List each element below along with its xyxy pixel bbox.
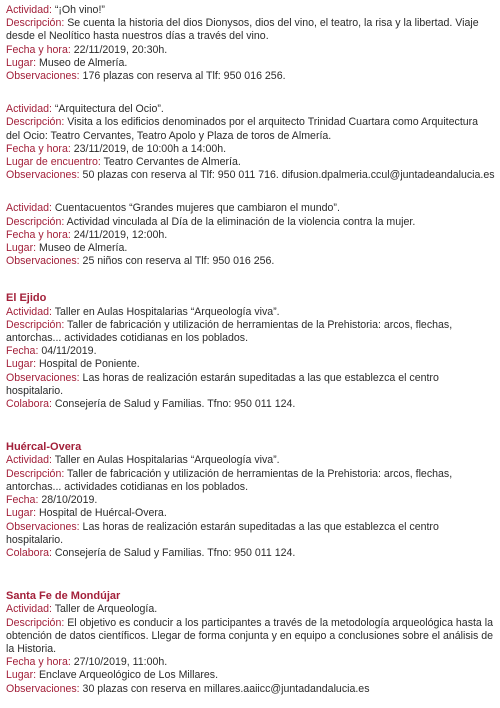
activity-title: “¡Oh vino!” bbox=[51, 4, 105, 16]
activity-entry-arquitectura bbox=[6, 103, 495, 182]
activity-date: 27/10/2019, 11:00h. bbox=[70, 656, 168, 669]
label-fecha-hora: Fecha y hora: bbox=[6, 228, 71, 241]
activity-description: Taller de fabricación y utilización de herramientas de la Prehistoria: arcos, flechas, antorchas... actividades cotidianas en los poblados. bbox=[6, 467, 453, 493]
activity-date: 24/11/2019, 12:00h. bbox=[70, 228, 168, 241]
activity-place: Teatro Cervantes de Almería. bbox=[100, 156, 241, 169]
section-huercal-overa bbox=[6, 441, 495, 560]
activity-description: Se cuenta la historia del dios Dionysos, dios del vino, el teatro, la risa y la libertad. Viaje desde el Neolítico hasta nuestros días a través del vino. bbox=[6, 17, 479, 43]
activity-notes: Las horas de realización estarán supeditadas a las que establezca el centro hospitalario. bbox=[6, 520, 439, 546]
label-descripcion: Descripción: bbox=[6, 318, 65, 331]
label-observaciones: Observaciones: bbox=[6, 70, 80, 83]
town-heading: Santa Fe de Mondújar bbox=[6, 590, 121, 603]
label-fecha: Fecha: bbox=[6, 494, 39, 507]
activity-notes: 50 plazas con reserva al Tlf: 950 011 716. difusion.dpalmeria.ccul@juntadeandalucia.es bbox=[79, 169, 495, 182]
label-actividad: Actividad: bbox=[6, 454, 52, 467]
label-observaciones: Observaciones: bbox=[6, 682, 80, 695]
label-colabora: Colabora: bbox=[6, 546, 52, 559]
label-colabora: Colabora: bbox=[6, 398, 52, 411]
label-descripcion: Descripción: bbox=[6, 17, 65, 30]
label-descripcion: Descripción: bbox=[6, 467, 65, 480]
label-observaciones: Observaciones: bbox=[6, 169, 80, 182]
activity-description: Visita a los edificios denominados por el arquitecto Trinidad Cuartara como Arquitectura del Ocio: Teatro Cervantes, Teatro Apolo y Plaza de toros de Almería. bbox=[6, 116, 479, 142]
activity-title: Taller en Aulas Hospitalarias “Arqueología viva”. bbox=[51, 454, 280, 467]
label-actividad: Actividad: bbox=[6, 202, 52, 215]
activity-notes: 30 plazas con reserva en millares.aaiicc@juntadandalucia.es bbox=[79, 682, 370, 695]
activity-notes: 25 niños con reserva al Tlf: 950 016 256. bbox=[79, 255, 275, 268]
activity-place: Museo de Almería. bbox=[36, 56, 128, 69]
activity-collaborator: Consejería de Salud y Familias. Tfno: 950 011 124. bbox=[51, 398, 296, 411]
town-heading: Huércal-Overa bbox=[6, 441, 82, 454]
label-lugar: Lugar: bbox=[6, 242, 37, 255]
activity-date: 22/11/2019, 20:30h. bbox=[70, 43, 168, 56]
activity-date: 28/10/2019. bbox=[38, 494, 98, 507]
activity-title: Taller de Arqueología. bbox=[51, 603, 158, 616]
label-descripcion: Descripción: bbox=[6, 215, 65, 228]
label-lugar: Lugar: bbox=[6, 669, 37, 682]
label-observaciones: Observaciones: bbox=[6, 371, 80, 384]
activity-description: El objetivo es conducir a los participantes a través de la metodología arqueológica hasta la obtención de datos científicos. Llegar de forma conjunta y en equipo a conclusiones sobre el análisis de la Historia. bbox=[6, 616, 494, 655]
activity-description: Actividad vinculada al Día de la eliminación de la violencia contra la mujer. bbox=[64, 215, 416, 228]
label-descripcion: Descripción: bbox=[6, 616, 65, 629]
label-lugar: Lugar: bbox=[6, 507, 37, 520]
label-fecha: Fecha: bbox=[6, 345, 39, 358]
label-lugar: Lugar: bbox=[6, 56, 37, 69]
label-actividad: Actividad: bbox=[6, 305, 52, 318]
activity-notes: Las horas de realización estarán supeditadas a las que establezca el centro hospitalario. bbox=[6, 371, 439, 397]
label-actividad: Actividad: bbox=[6, 4, 52, 16]
activity-entry-cuentacuentos bbox=[6, 202, 495, 268]
activity-place: Museo de Almería. bbox=[36, 242, 128, 255]
town-heading: El Ejido bbox=[6, 292, 47, 305]
activity-title: “Arquitectura del Ocio”. bbox=[51, 103, 164, 116]
label-actividad: Actividad: bbox=[6, 603, 52, 616]
activity-place: Hospital de Poniente. bbox=[36, 358, 140, 371]
label-fecha-hora: Fecha y hora: bbox=[6, 142, 71, 155]
label-fecha-hora: Fecha y hora: bbox=[6, 43, 71, 56]
label-observaciones: Observaciones: bbox=[6, 520, 80, 533]
section-el-ejido bbox=[6, 292, 495, 411]
activity-description: Taller de fabricación y utilización de herramientas de la Prehistoria: arcos, flechas, antorchas... actividades cotidianas en los poblados. bbox=[6, 318, 453, 345]
activity-place: Enclave Arqueológico de Los Millares. bbox=[36, 669, 219, 682]
activity-collaborator: Consejería de Salud y Familias. Tfno: 950 011 124. bbox=[51, 546, 296, 559]
label-lugar: Lugar: bbox=[6, 358, 37, 371]
activity-notes: 176 plazas con reserva al Tlf: 950 016 256. bbox=[79, 70, 286, 83]
label-actividad: Actividad: bbox=[6, 103, 52, 116]
activity-title: Taller en Aulas Hospitalarias “Arqueología viva”. bbox=[51, 305, 280, 318]
activity-date: 04/11/2019. bbox=[38, 345, 97, 358]
label-fecha-hora: Fecha y hora: bbox=[6, 656, 71, 669]
activity-place: Hospital de Huércal-Overa. bbox=[36, 507, 167, 520]
activity-title: Cuentacuentos “Grandes mujeres que cambiaron el mundo”. bbox=[51, 202, 340, 215]
label-descripcion: Descripción: bbox=[6, 116, 65, 129]
activity-entry-oh-vino bbox=[6, 4, 495, 83]
activity-date: 23/11/2019, de 10:00h a 14:00h. bbox=[70, 142, 227, 155]
label-observaciones: Observaciones: bbox=[6, 255, 80, 268]
label-lugar-encuentro: Lugar de encuentro: bbox=[6, 156, 101, 169]
section-santa-fe-de-mondujar bbox=[6, 590, 495, 696]
